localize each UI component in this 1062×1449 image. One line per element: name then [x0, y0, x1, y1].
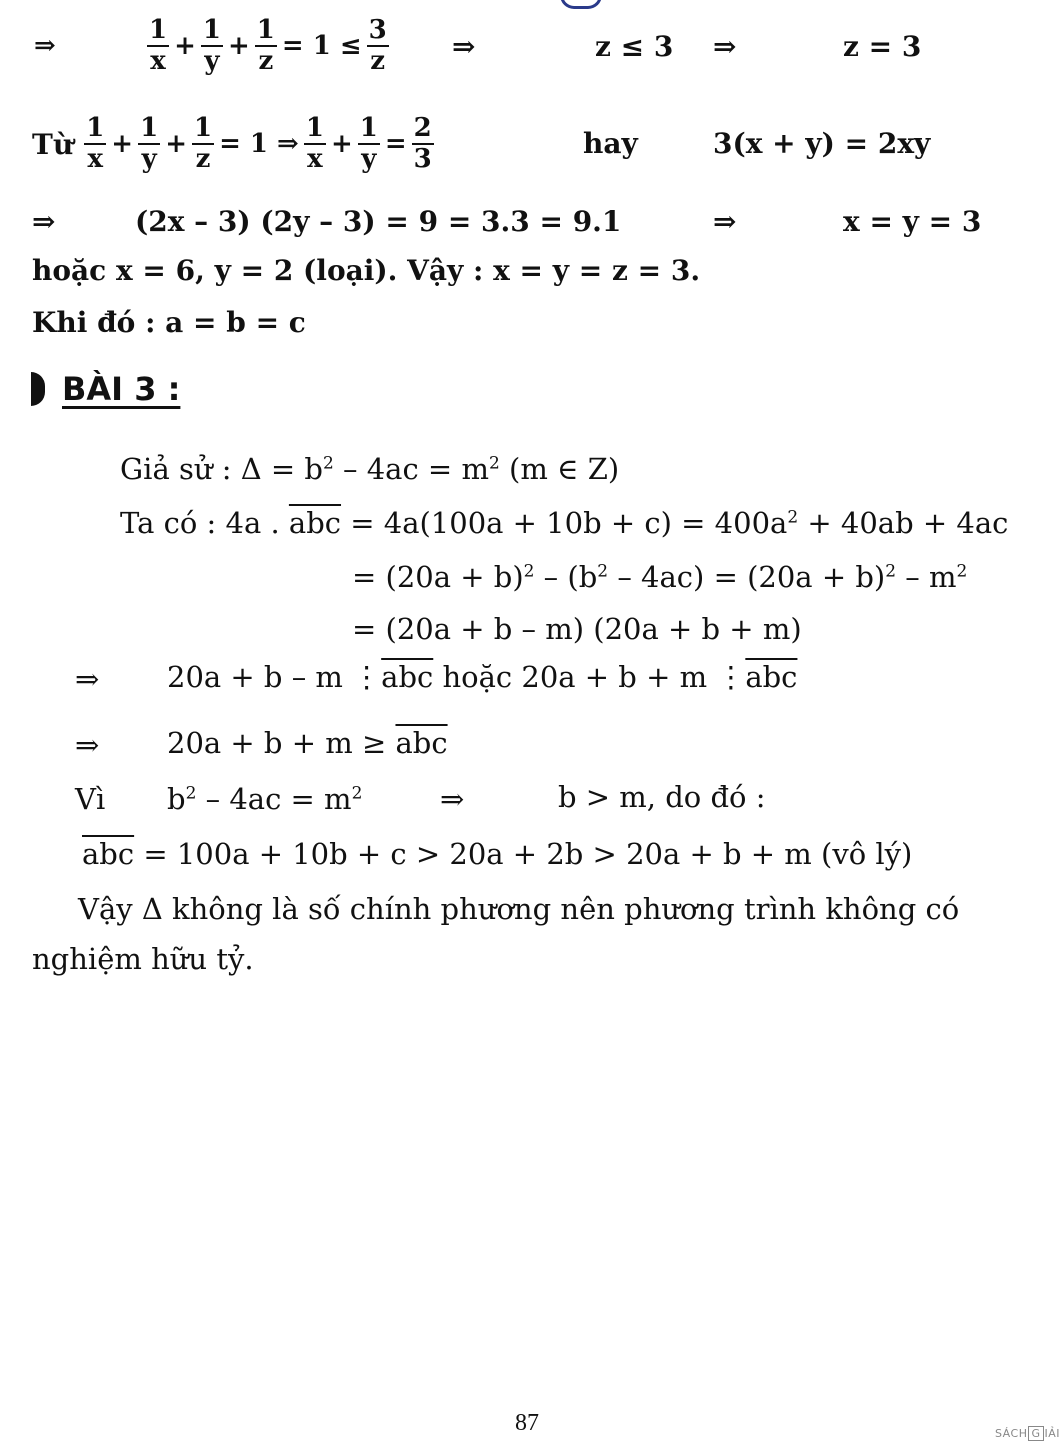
fraction: $\frac{1}{z}$ — [256, 14, 275, 76]
fraction: $\frac{3}{z}$ — [368, 14, 387, 76]
math-text: 3(x + y) = 2xy — [713, 127, 931, 160]
implies-arrow: ⇒ — [75, 728, 100, 762]
text-line: Vì — [75, 782, 106, 816]
text-line: b > m, do đó : — [558, 780, 766, 814]
implies-arrow: ⇒ — [34, 31, 56, 61]
top-decoration — [560, 0, 602, 9]
implies-arrow: ⇒ — [452, 30, 476, 63]
fraction: $\frac{1}{x}$ — [86, 112, 105, 174]
implies-arrow: ⇒ — [440, 782, 465, 816]
text-line: Giả sử : $\Delta = b^2 - 4ac = m^2$ (m ∈ Z) — [120, 452, 620, 486]
text-line: = $(20a + b)^2 - (b^2 - 4ac) = (20a + b)^2 - m^2$ — [352, 560, 968, 594]
fraction: $\frac{1}{y}$ — [202, 14, 221, 76]
text-line: hoặc x = 6, y = 2 (loại). Vậy : x = y = z = 3. — [32, 254, 701, 287]
implies-arrow: ⇒ — [713, 205, 737, 238]
implies-arrow: ⇒ — [32, 205, 56, 238]
section-heading: BÀI 3 : — [62, 370, 181, 408]
fraction: $\frac{1}{y}$ — [359, 112, 378, 174]
heading-bullet-icon — [31, 372, 45, 406]
text-line: $b^2 - 4ac = m^2$ — [167, 782, 363, 816]
fraction: $\frac{1}{y}$ — [140, 112, 159, 174]
text-line: = (20a + b – m) (20a + b + m) — [352, 612, 802, 646]
fraction: $\frac{1}{x}$ — [149, 14, 168, 76]
math-text: x = y = 3 — [843, 205, 982, 238]
text-line: 20a + b – m $⋮\overline{abc}$ hoặc 20a + b + m $⋮\overline{abc}$ — [167, 660, 798, 694]
line-1: ⇒ $\frac{1}{x}$ + $\frac{1}{y}$ + $\frac{1}{z}$ = 1 ≤ $\frac{3}{z}$ — [34, 14, 387, 76]
fraction: $\frac{1}{z}$ — [193, 112, 213, 174]
implies-arrow: ⇒ — [713, 30, 737, 63]
page-number: 87 — [515, 1410, 539, 1436]
math-text: hay — [583, 127, 638, 160]
math-text: z ≤ 3 — [595, 30, 674, 63]
fraction: $\frac{2}{3}$ — [413, 112, 432, 174]
text-line: nghiệm hữu tỷ. — [32, 942, 254, 976]
text-line: Khi đó : a = b = c — [32, 306, 306, 339]
text-line: Vậy Δ không là số chính phương nên phương trình không có — [78, 892, 960, 926]
text-line: $20a + b + m \ge \overline{abc}$ — [167, 726, 448, 760]
text-line: Ta có : 4a . $\overline{abc} = 4a(100a + 10b + c) = 400a^2 + 40ab + 4ac$ — [120, 506, 1009, 540]
fraction: $\frac{1}{x}$ — [305, 112, 324, 174]
text-line: $\overline{abc} = 100a + 10b + c > 20a + 2b > 20a + b + m$ (vô lý) — [82, 837, 913, 871]
math-text: z = 3 — [843, 30, 922, 63]
math-text: (2x – 3) (2y – 3) = 9 = 3.3 = 9.1 — [135, 205, 622, 238]
line-2: Từ $\frac{1}{x}$ + $\frac{1}{y}$ + $\frac{1}{z}$ = 1 ⇒ $\frac{1}{x}$ + $\frac{1}{y}$ = $\frac{2}{3}$ — [32, 112, 432, 174]
implies-arrow: ⇒ — [75, 662, 100, 696]
watermark-logo: SÁCH G IẢI — [995, 1427, 1061, 1440]
